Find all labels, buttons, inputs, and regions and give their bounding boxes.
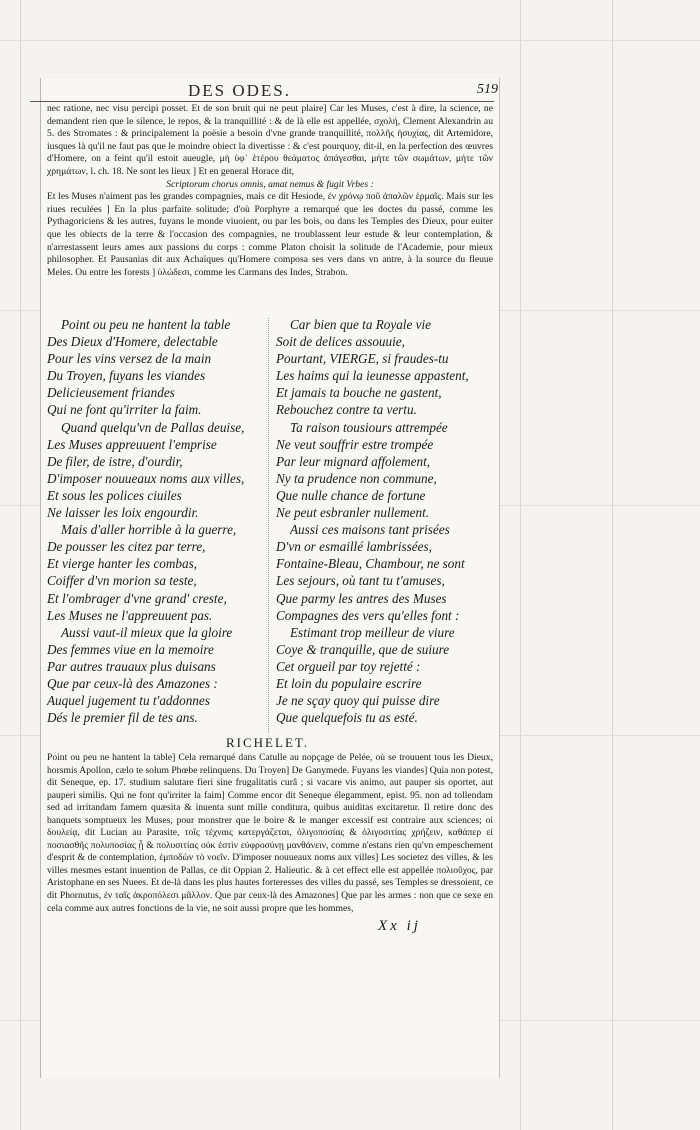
commentary-block xyxy=(47,103,493,279)
verse-line: Et loin du populaire escrire xyxy=(276,675,422,691)
verse-line: De pousser les citez par terre, xyxy=(47,539,206,555)
signature-mark: Xx ij xyxy=(378,918,421,934)
verse-line: Auquel jugement tu t'addonnes xyxy=(47,693,210,709)
poem-column-right xyxy=(276,316,488,726)
verse-line: Et vierge hanter les combas, xyxy=(47,556,198,572)
verse-line: Ny ta prudence non commune, xyxy=(276,470,437,486)
commentary-paragraph: Et les Muses n'aiment pas les grandes compagnies, mais ce dit Hesiode, ἐν χρόνῳ ποῦ ἀπαλῶν ἑρμαῖς. Mais sur les riues reculées ] En la plus parfaite solitude; d'où Porphyre a remarqué que les doctes du passé, comme les Pythagoriciens & les autres, fuyans le monde viuoient, ou par les bois, ou dans les Temples des Dieux, pour euiter que les obiects de la terre & l'occasion des compagnies, ne troublassent leur estude & leur contemplation, & n'arrestassent leurs ames aux passions du corps : comme Platon choisit la solitude de l'Academie, pour mieux philosopher. Et Pausanias dit aux Achaïques qu'Homere composa ses vers dans vn antre, à la source du fleuue Meles. Ou entre les forests ] ὑλώδεσι, comme les Carmans des Indes, Strabon. xyxy=(47,191,493,278)
verse-line: Fontaine-Bleau, Chambour, ne sont xyxy=(276,556,465,572)
verse-line: Dés le premier fil de tes ans. xyxy=(47,710,198,726)
notes-block xyxy=(47,752,493,915)
verse-line: Pour les vins versez de la main xyxy=(47,351,212,367)
verse-line: Des Dieux d'Homere, delectable xyxy=(47,334,218,350)
verse-line: Que parmy les antres des Muses xyxy=(276,590,447,606)
scan-grid-line xyxy=(612,0,613,1130)
verse-line: D'vn or esmaillé lambrissées, xyxy=(276,539,432,555)
verse-line: Cet orgueil par toy rejetté : xyxy=(276,658,421,674)
verse-line: Rebouchez contre ta vertu. xyxy=(276,402,417,418)
verse-line: Mais d'aller horrible à la guerre, xyxy=(61,522,237,538)
verse-line: Qui ne font qu'irriter la faim. xyxy=(47,402,202,418)
verse-line: Du Troyen, fuyans les viandes xyxy=(47,368,206,384)
notes-paragraph: Point ou peu ne hantent la table] Cela remarqué dans Catulle au nopçage de Pelée, où se trouuent tous les Dieux, horsmis Apollon, cælo te solum Phœbe relinquens. Du Troyen] De Ganymede. Fuyans les viandes] Quia non potest, dit Seneque, ep. 17. studium salutare fieri sine frugalitatis curâ ; si vacare vis animo, aut pauper sis oportet, aut pauperi similis. Qui ne font qu'irriter la faim] Comme encor dit Seneque élegamment, epist. 95. non ad tollendam sed ad irritandam famem quæsita & inuenta sunt mille conditura, quibus auiditas excitaretur. Il retire donc des banquets somptueux les Muses, pour monstrer que le boire & le manger excessif est contraire aux sciences; οἱ δουλείᾳ, dit Lucian au Parasite, τοῖς τέχναις κατεργάζεται, ὀλιγοποσίας & ὀλιγοσιτίας χρήζειν, καθάπερ εἰ ποσιασθῆς πολυποσίας ᾗ & πολυσιτίας οὐκ ἐστὶν εὐφροσύνῃ μανθάνειν, comme n'estans rien qu'vn empeschement d'esprit & de contemplation, ἐμποδὼν τὸ νοεῖν. D'imposer nouueaux noms aux villes] Les societez des villes, & les villes mesmes estant inuention de Pallas, ce dit Oppian 2. Halieutic. & à cet effect elle est appellée πολιοῦχος, par Aristophane en ses Nuees. Et de-là dans les plus hautes forteresses des villes du passé, ses Temples se dressoient, ce dit Phornutus, ἐν ταῖς ἀκροπόλεσι μᾶλλον. Que par ceux-là des Amazones] Que par les armes : non que ce sexe en cela comme aux autres fonctions de la vie, ne soit aussi propre que les hommes, xyxy=(47,752,493,914)
verse-line: Que quelquefois tu as esté. xyxy=(276,710,418,726)
verse-line: Soit de delices assouuie, xyxy=(276,334,405,350)
verse-line: Aussi ces maisons tant prisées xyxy=(290,522,450,538)
header-rule xyxy=(30,101,494,102)
scan-grid-line xyxy=(20,0,21,1130)
scan-grid-line xyxy=(0,40,700,41)
verse-line: Quand quelqu'vn de Pallas deuise, xyxy=(61,419,245,435)
verse-line: Ne laisser les loix engourdir. xyxy=(47,505,199,521)
verse-line: Des femmes viue en la memoire xyxy=(47,641,214,657)
verse-line: Et sous les polices ciuiles xyxy=(47,487,182,503)
scan-grid-line xyxy=(520,0,521,1130)
verse-line: Car bien que ta Royale vie xyxy=(290,317,431,332)
verse-line: Les sejours, où tant tu t'amuses, xyxy=(276,573,445,589)
verse-line: Ta raison tousiours attrempée xyxy=(290,419,448,435)
verse-line: Les Muses ne l'appreuuent pas. xyxy=(47,607,213,623)
verse-line: Par leur mignard affolement, xyxy=(276,453,431,469)
verse-line: Coiffer d'vn morion sa teste, xyxy=(47,573,197,589)
section-title: RICHELET. xyxy=(226,735,310,750)
poem-column-left xyxy=(47,316,259,726)
commentary-paragraph: nec ratione, nec visu percipi posset. Et de son bruit qui ne peut plaire] Car les Muses, c'est à dire, la science, ne demandent rien que le silence, le repos, & la tranquillité : & de là elle est appellée, σχολή, Clement Alexandrin au 5. des Stromates : & principalement la poësie a besoin d'vne grande tranquillité, πολλῆς ἡσυχίας, dit Artemidore, iusques là qu'il ne faut pas que le moindre obiect la divertisse : & c'est pourquoy, dit-il, en la perfection des œuvres d'Homere, on a feint qu'il estoit aueugle, μὴ ὑφ᾽ ἑτέρου θεάματος ἀπάγεσθαι, μήτε τῶν σωμάτων, μήτε τῶν χρημάτων, l. ch. 18. Ne sont les lieux ] Et en general Horace dit, xyxy=(47,103,493,177)
verse-line: Les Muses appreuuent l'emprise xyxy=(47,436,217,452)
verse-line: Point ou peu ne hantent la table xyxy=(61,317,231,332)
verse-line: Compagnes des vers qu'elles font : xyxy=(276,607,460,623)
commentary-quote: Scriptorum chorus omnis, amat nemus & fugit Vrbes : xyxy=(166,178,374,190)
verse-line: Que nulle chance de fortune xyxy=(276,487,426,503)
column-divider xyxy=(268,318,269,733)
verse-line: Par autres trauaux plus duisans xyxy=(47,658,216,674)
verse-line: Estimant trop meilleur de viure xyxy=(290,624,455,640)
verse-line: Que par ceux-là des Amazones : xyxy=(47,675,218,691)
verse-line: Aussi vaut-il mieux que la gloire xyxy=(61,624,233,640)
verse-line: Pourtant, VIERGE, si fraudes-tu xyxy=(276,351,449,367)
verse-line: Delicieusement friandes xyxy=(47,385,175,401)
verse-line: Les haims qui la ieunesse appastent, xyxy=(276,368,469,384)
verse-line: Coye & tranquille, que de suiure xyxy=(276,641,450,657)
verse-line: Je ne sçay quoy qui puisse dire xyxy=(276,693,440,709)
verse-line: Ne veut souffrir estre trompée xyxy=(276,436,434,452)
verse-line: Et l'ombrager d'vne grand' creste, xyxy=(47,590,227,606)
verse-line: Ne peut esbranler nullement. xyxy=(276,505,430,521)
verse-line: D'imposer nouueaux noms aux villes, xyxy=(47,470,245,486)
verse-line: Et jamais ta bouche ne gastent, xyxy=(276,385,442,401)
page-number: 519 xyxy=(477,82,498,97)
running-title: DES ODES. xyxy=(188,81,292,100)
verse-line: De filer, de istre, d'ourdir, xyxy=(47,453,183,469)
